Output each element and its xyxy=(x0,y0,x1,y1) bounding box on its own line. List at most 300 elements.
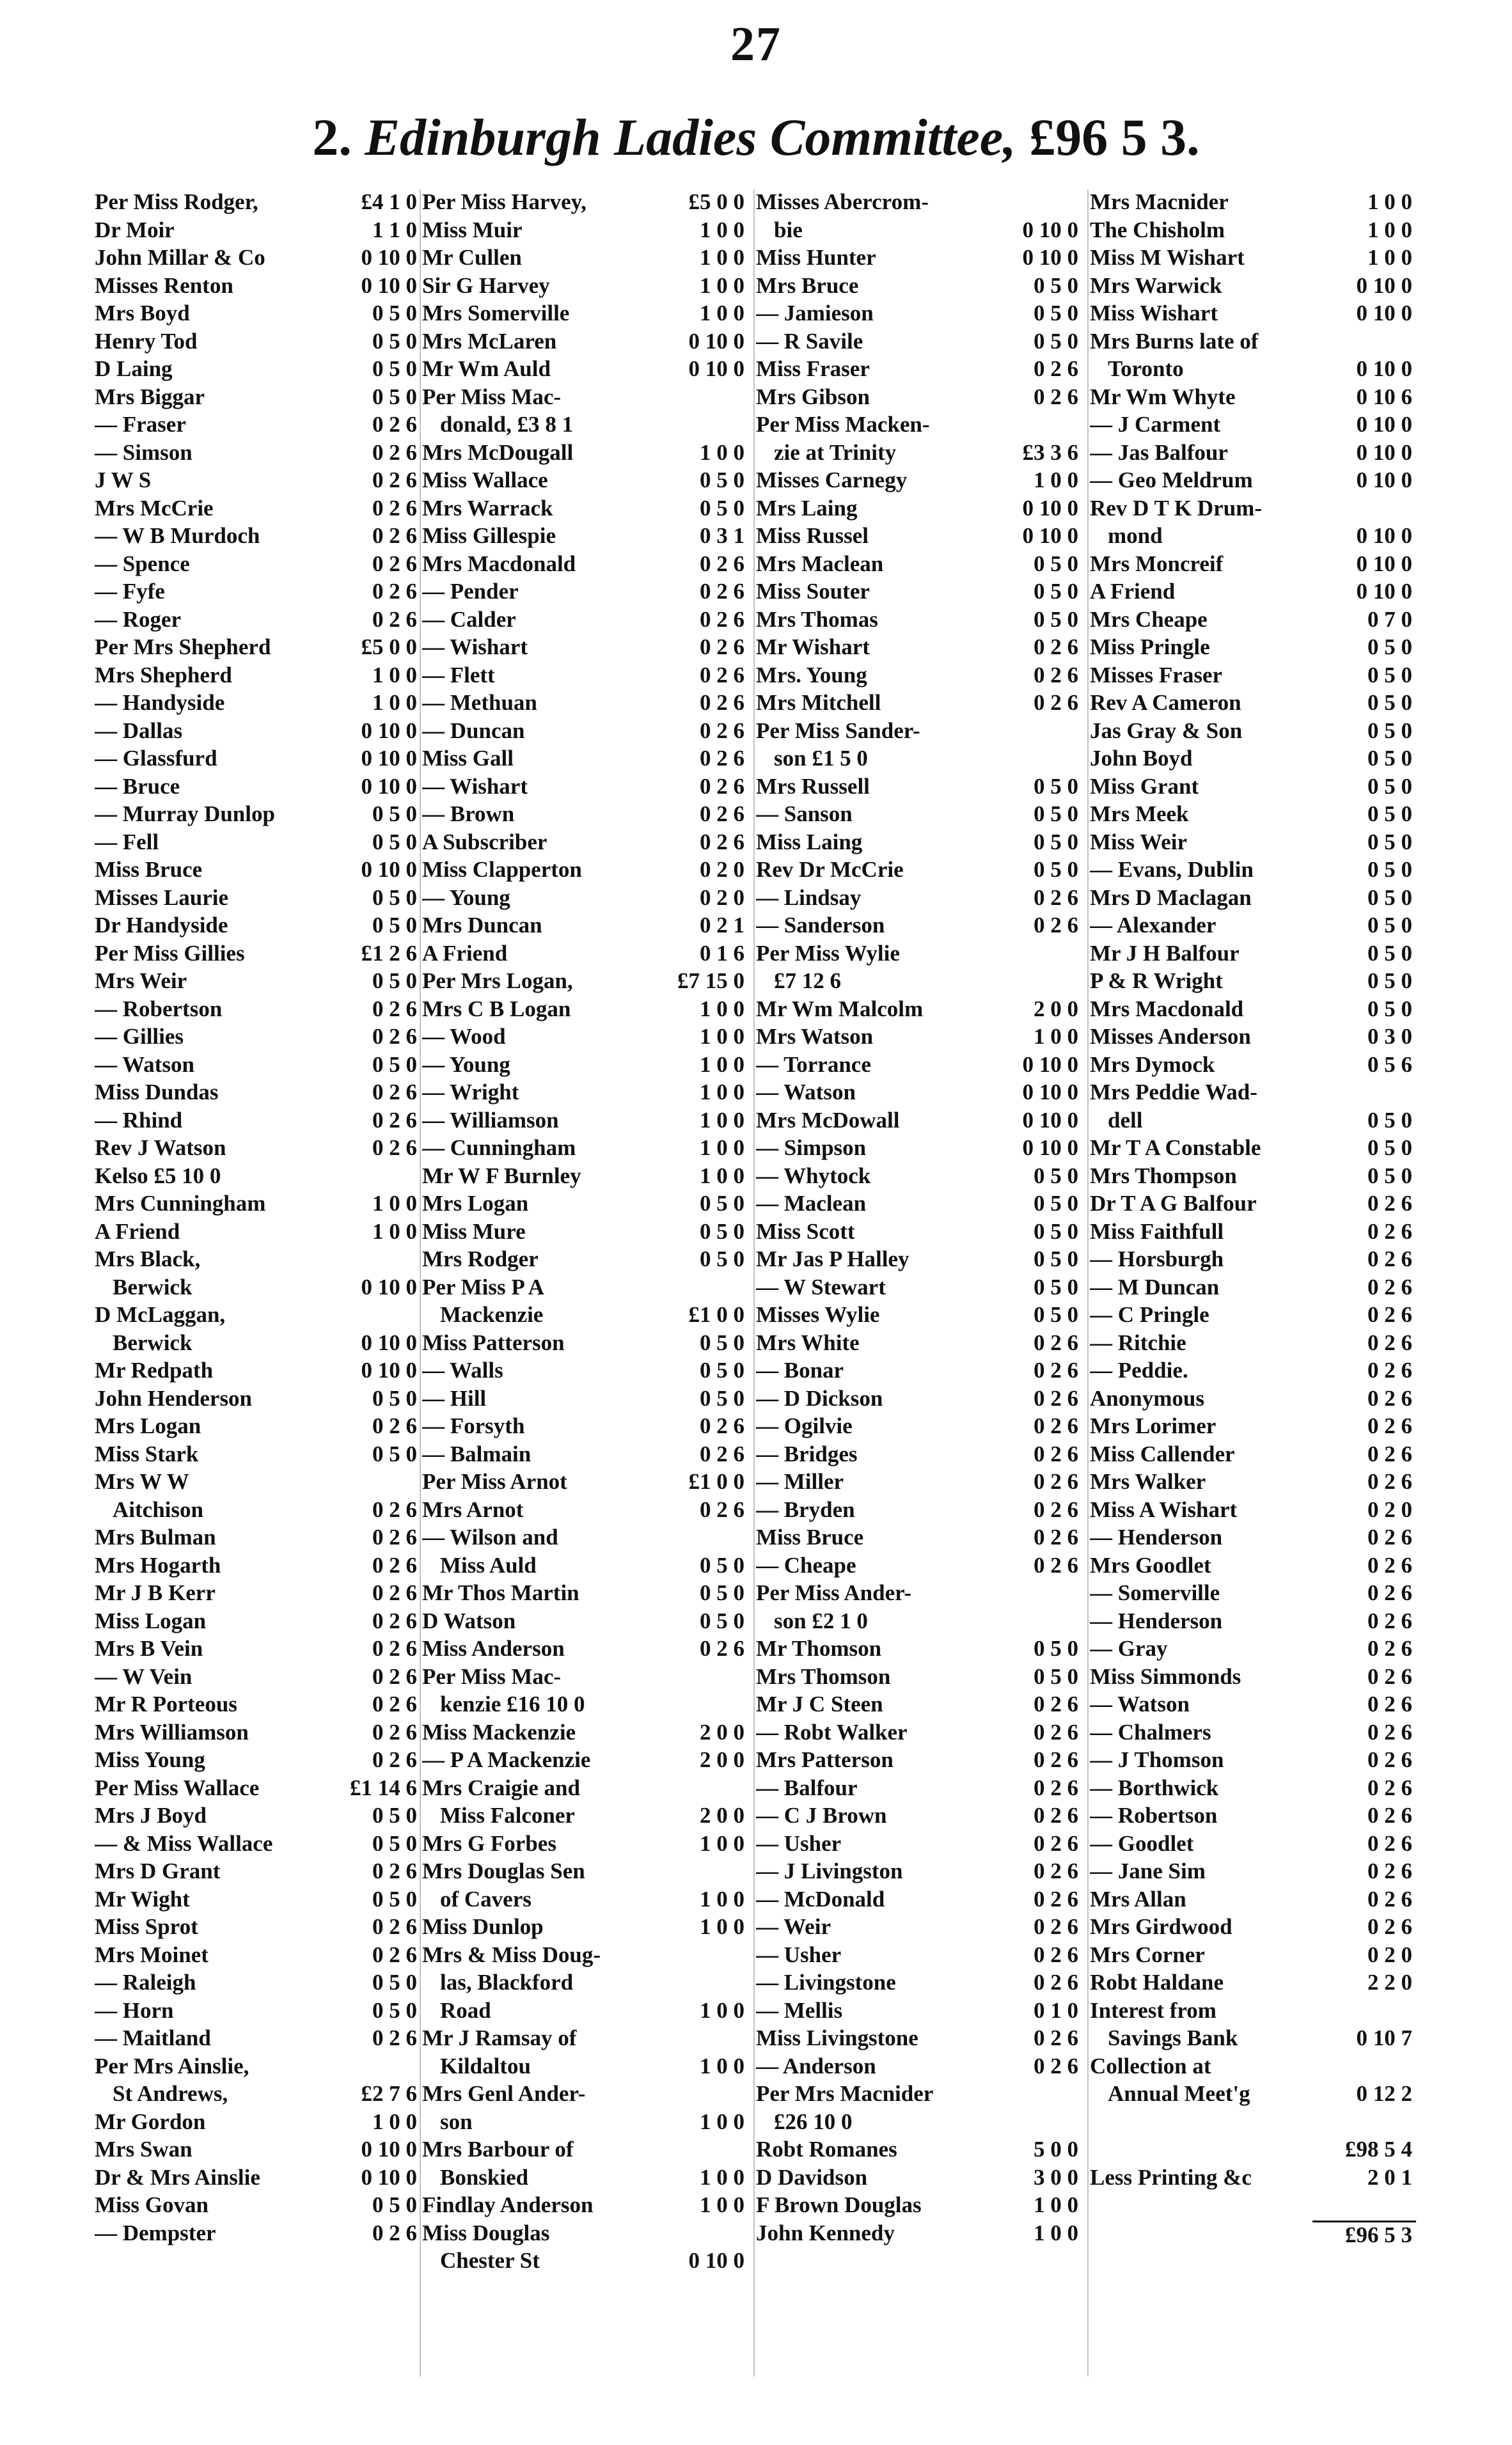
subscription-amount: 0 5 0 xyxy=(1034,1191,1078,1216)
subscription-amount: 0 2 6 xyxy=(700,606,744,632)
subscriber-name: Mrs Maclean xyxy=(756,551,884,576)
subscriber-row xyxy=(422,1108,748,1136)
subscription-amount: 0 10 0 xyxy=(361,1358,417,1383)
subscriber-name: Miss Auld xyxy=(440,1552,537,1578)
subscriber-row xyxy=(422,1275,748,1303)
subscriber-row xyxy=(95,217,421,246)
subscription-amount: 0 2 6 xyxy=(1034,1830,1078,1856)
subscriber-row xyxy=(422,496,748,524)
subscriber-row xyxy=(422,245,748,273)
subscription-amount: 1 0 0 xyxy=(700,1024,744,1049)
subscriber-name: — Balfour xyxy=(756,1775,858,1800)
subscription-amount: 1 0 0 xyxy=(700,1886,744,1912)
subscription-amount: 0 2 6 xyxy=(1367,1358,1412,1383)
subscriber-row xyxy=(422,1887,748,1915)
subscriber-name: Mrs Douglas Sen xyxy=(422,1859,585,1883)
subscriber-name: mond xyxy=(1108,523,1163,548)
subscription-amount: 0 2 0 xyxy=(700,857,744,882)
subscriber-row xyxy=(1090,189,1416,217)
subscription-amount: 0 2 6 xyxy=(1367,1246,1412,1271)
subscription-amount: 0 2 6 xyxy=(372,1914,417,1939)
subscriber-row xyxy=(1090,2137,1416,2165)
page-title xyxy=(0,107,1512,168)
subscriber-name: Miss Muir xyxy=(422,217,523,242)
subscription-amount: 0 2 6 xyxy=(1034,1970,1078,1995)
subscriber-row xyxy=(756,2165,1082,2193)
subscription-amount: £4 1 0 xyxy=(361,189,417,214)
subscriber-row xyxy=(1090,301,1416,329)
subscription-amount: 0 5 0 xyxy=(1367,829,1412,854)
subscription-amount: 0 5 0 xyxy=(1034,773,1078,799)
subscription-amount: 0 5 0 xyxy=(1367,690,1412,715)
subscriber-name: — Usher xyxy=(756,1942,842,1967)
subscriber-name: Per Miss Ander- xyxy=(756,1580,912,1605)
subscription-amount: 1 0 0 xyxy=(700,1163,744,1188)
subscriber-name: Miss Fraser xyxy=(756,356,870,381)
subscriber-row xyxy=(422,941,748,969)
subscription-amount: 0 5 0 xyxy=(372,1997,417,2023)
subscriber-row xyxy=(422,1859,748,1887)
subscriber-row xyxy=(422,718,748,746)
subscriber-row xyxy=(95,1859,421,1887)
subscriber-name: — Wishart xyxy=(422,634,528,659)
subscription-amount: 0 2 6 xyxy=(372,996,417,1021)
subscriber-row xyxy=(756,1580,1082,1608)
subscriber-row xyxy=(1090,245,1416,273)
subscriber-name: — Roger xyxy=(95,606,182,632)
subscriber-row xyxy=(756,1191,1082,1219)
subscriber-row xyxy=(1090,1386,1416,1414)
subscription-amount: 0 1 0 xyxy=(1034,1997,1078,2023)
subscription-amount: 0 2 6 xyxy=(372,1608,417,1633)
subscription-amount: 0 2 6 xyxy=(1367,1469,1412,1494)
subscription-amount: 0 2 6 xyxy=(372,1080,417,1105)
subscriber-row xyxy=(95,829,421,858)
subscriber-row xyxy=(756,885,1082,913)
subscription-amount: 0 2 6 xyxy=(1367,1218,1412,1244)
subscriber-name: — Handyside xyxy=(95,690,225,715)
subscriber-name: Mrs Cheape xyxy=(1090,606,1208,632)
subscriber-row xyxy=(95,1803,421,1831)
subscriber-row xyxy=(1090,2081,1416,2109)
subscriber-name: Mrs White xyxy=(756,1330,860,1355)
subscriber-row xyxy=(95,1191,421,1219)
subscription-amount: 0 2 6 xyxy=(372,1636,417,1661)
subscriber-name: A Subscriber xyxy=(422,829,547,854)
subscriber-name: — Mellis xyxy=(756,1997,843,2023)
subscriber-row xyxy=(95,1163,421,1191)
subscription-amount: 0 2 6 xyxy=(700,634,744,659)
subscriber-name: — Simpson xyxy=(756,1135,867,1160)
subscriber-name: dell xyxy=(1108,1107,1143,1133)
subscriber-name: — Whytock xyxy=(756,1163,871,1188)
subscription-amount: 1 0 0 xyxy=(700,217,744,242)
subscriber-row xyxy=(422,189,748,217)
subscriber-name: Mrs W W xyxy=(95,1469,189,1494)
subscriber-row xyxy=(1090,2054,1416,2082)
subscription-amount: 0 2 6 xyxy=(1034,662,1078,688)
subscriber-row xyxy=(1090,1302,1416,1330)
subscriber-row xyxy=(1090,1108,1416,1136)
subscriber-row xyxy=(422,2221,748,2249)
subscriber-row xyxy=(756,1135,1082,1163)
subscription-amount: 1 0 0 xyxy=(700,996,744,1021)
subscriber-name: — R Savile xyxy=(756,328,863,354)
subscriber-row xyxy=(95,273,421,301)
subscription-amount: 1 0 0 xyxy=(700,245,744,270)
subscriber-row xyxy=(95,1553,421,1581)
subscriber-name: — Pender xyxy=(422,579,519,604)
subscriber-row xyxy=(756,1163,1082,1191)
subscriber-name: Miss Mackenzie xyxy=(422,1719,576,1745)
subscriber-row xyxy=(1090,329,1416,357)
subscription-amount: 0 10 0 xyxy=(1022,217,1078,242)
subscription-amount: 0 2 6 xyxy=(1367,1663,1412,1689)
subscriber-name: Mrs Goodlet xyxy=(1090,1552,1211,1578)
subscriber-row xyxy=(422,1413,748,1442)
subscriber-row xyxy=(756,941,1082,969)
subscriber-name: — Dempster xyxy=(95,2220,216,2245)
subscription-amount: 0 10 0 xyxy=(361,718,417,743)
subscriber-name: Robt Haldane xyxy=(1090,1970,1224,1995)
subscriber-name: The Chisholm xyxy=(1090,217,1225,242)
subscription-amount: 1 0 0 xyxy=(700,2164,744,2190)
subscriber-row xyxy=(1090,440,1416,468)
subscription-amount: 0 2 6 xyxy=(1367,1413,1412,1438)
subscriber-name: — Balmain xyxy=(422,1441,532,1466)
subscription-amount: 0 5 0 xyxy=(1034,1302,1078,1327)
subscriber-name: Miss Anderson xyxy=(422,1636,565,1661)
subscriber-row xyxy=(1090,1080,1416,1108)
subscriber-name: Mrs McDowall xyxy=(756,1107,900,1133)
subscription-amount: 0 2 6 xyxy=(1034,1775,1078,1800)
subscriber-row xyxy=(756,1831,1082,1859)
subscriber-row xyxy=(756,1275,1082,1303)
subscription-amount: 0 5 0 xyxy=(1367,884,1412,910)
subscriber-row xyxy=(422,1970,748,1998)
subscriber-row xyxy=(756,1469,1082,1497)
subscriber-row xyxy=(95,1525,421,1553)
subscriber-row xyxy=(422,1246,748,1275)
subscriber-row xyxy=(1090,1442,1416,1470)
subscription-amount: 0 10 0 xyxy=(361,773,417,799)
subscriber-row xyxy=(756,496,1082,524)
subscriber-name: — Spence xyxy=(95,551,190,576)
subscriber-row xyxy=(1090,690,1416,718)
subscription-amount: 0 2 6 xyxy=(1034,634,1078,659)
subscriber-name: Miss Dundas xyxy=(95,1080,219,1105)
subscriber-name: Mrs D Maclagan xyxy=(1090,884,1252,910)
subscriber-name: son £2 1 0 xyxy=(774,1608,868,1633)
subscriber-name: P & R Wright xyxy=(1090,968,1223,993)
subscriber-name: — Henderson xyxy=(1090,1525,1223,1550)
subscription-amount: 0 5 0 xyxy=(1367,1107,1412,1133)
subscription-amount: 0 2 6 xyxy=(1034,1886,1078,1912)
subscriber-name: Mrs Logan xyxy=(422,1191,529,1216)
subscriber-row xyxy=(95,1080,421,1108)
subscription-amount: 0 2 6 xyxy=(1367,1803,1412,1828)
subscriber-name: Mrs Thomson xyxy=(756,1663,891,1689)
subscriber-name: John Millar & Co xyxy=(95,245,265,270)
subscription-amount: 0 10 0 xyxy=(361,1330,417,1355)
subscriber-name: — Chalmers xyxy=(1090,1719,1211,1745)
subscription-amount: 0 2 6 xyxy=(372,1747,417,1772)
subscriber-name: Miss Govan xyxy=(95,2192,209,2217)
subscription-amount: 2 0 0 xyxy=(1034,996,1078,1021)
subscriber-row xyxy=(756,663,1082,691)
subscription-amount: 0 7 0 xyxy=(1367,606,1412,632)
subscriber-row xyxy=(756,1358,1082,1386)
subscription-amount: 0 5 0 xyxy=(372,801,417,826)
subscriber-name: Rev J Watson xyxy=(95,1135,226,1160)
subscriber-name: Miss Patterson xyxy=(422,1330,565,1355)
subscriber-name: Miss Wishart xyxy=(1090,301,1218,326)
subscriber-row xyxy=(95,968,421,996)
subscriber-name: Mrs Bulman xyxy=(95,1525,216,1550)
subscription-amount: 0 2 6 xyxy=(1367,1636,1412,1661)
subscriber-row xyxy=(756,1970,1082,1998)
subscriber-row xyxy=(422,1580,748,1608)
subscriber-name: Mr Wm Auld xyxy=(422,356,551,381)
subscriber-row xyxy=(1090,1358,1416,1386)
subscriber-name: Mrs Shepherd xyxy=(95,662,232,688)
subscription-amount: 0 5 0 xyxy=(1367,634,1412,659)
subscriber-row xyxy=(1090,996,1416,1025)
subscriber-row xyxy=(756,1887,1082,1915)
subscriber-row xyxy=(95,579,421,607)
subscriber-name: Aitchison xyxy=(113,1497,203,1522)
subscription-amount: £3 3 6 xyxy=(1022,439,1078,465)
subscriber-name: — Wishart xyxy=(422,773,528,799)
subscriber-name: Mrs Warwick xyxy=(1090,272,1222,298)
column-4 xyxy=(1090,189,1416,2248)
subscription-amount: 0 2 6 xyxy=(372,2220,417,2245)
subscriber-row xyxy=(756,1914,1082,1942)
subscriber-name: Mrs Moinet xyxy=(95,1942,209,1967)
subscriber-row xyxy=(422,801,748,829)
subscriber-row xyxy=(756,273,1082,301)
subscriber-name: Miss Hunter xyxy=(756,245,876,270)
subscriber-name: — Fraser xyxy=(95,412,186,437)
subscriber-name: — P A Mackenzie xyxy=(422,1747,591,1772)
subscription-amount: 1 0 0 xyxy=(700,1997,744,2023)
subscriber-row xyxy=(1090,1553,1416,1581)
subscriber-row xyxy=(422,1024,748,1052)
subscriber-row xyxy=(95,1914,421,1942)
subscriber-row xyxy=(95,690,421,718)
subscriber-name: Miss Pringle xyxy=(1090,634,1210,659)
subscriber-name: Miss Souter xyxy=(756,579,870,604)
subscriber-name: Dr Moir xyxy=(95,217,175,242)
subscription-amount: 0 2 6 xyxy=(1034,1747,1078,1772)
subscription-amount: 1 1 0 xyxy=(372,217,417,242)
subscriber-name: Mr T A Constable xyxy=(1090,1135,1261,1160)
subscriber-row xyxy=(756,2137,1082,2165)
subscriber-name: — Livingstone xyxy=(756,1970,896,1995)
subscriber-row xyxy=(95,1442,421,1470)
subscriber-name: Rev A Cameron xyxy=(1090,690,1241,715)
subscriber-row xyxy=(422,1553,748,1581)
subscriber-name: Mr Thos Martin xyxy=(422,1580,579,1605)
subscription-amount: 0 10 0 xyxy=(361,746,417,771)
subscription-amount: 1 0 0 xyxy=(700,1914,744,1939)
subscriber-row xyxy=(95,1219,421,1247)
subscriber-row xyxy=(422,2025,748,2054)
subscriber-row xyxy=(95,1747,421,1775)
subscriber-row xyxy=(756,607,1082,635)
subscriber-name: Bonskied xyxy=(440,2164,529,2190)
subscription-amount: 1 0 0 xyxy=(1034,1024,1078,1049)
subscription-amount: 3 0 0 xyxy=(1034,2164,1078,2190)
subscription-amount: 0 10 0 xyxy=(1356,439,1412,465)
subscription-amount: £2 7 6 xyxy=(361,2081,417,2106)
subscription-amount: 0 2 1 xyxy=(700,913,744,938)
subscriber-name: Mrs Burns late of xyxy=(1090,328,1259,354)
subscription-amount: 0 2 6 xyxy=(1034,1803,1078,1828)
subscriber-row xyxy=(422,468,748,496)
subscriber-row xyxy=(422,1803,748,1831)
subscription-amount: 0 2 6 xyxy=(372,1525,417,1550)
subscriber-name: Mrs McCrie xyxy=(95,495,214,521)
subscription-amount: 1 0 0 xyxy=(1034,468,1078,492)
subscriber-name: Collection at xyxy=(1090,2053,1211,2079)
subscriber-row xyxy=(756,217,1082,246)
subscriber-name: Mrs Rodger xyxy=(422,1246,539,1271)
subscription-columns xyxy=(95,189,1419,2377)
subscriber-name: Mrs Macdonald xyxy=(1090,996,1244,1021)
subscriber-name: — Robt Walker xyxy=(756,1719,908,1745)
subscription-amount: 0 2 6 xyxy=(1367,1747,1412,1772)
subscription-amount: 0 2 0 xyxy=(1367,1942,1412,1967)
subscriber-row xyxy=(1090,1747,1416,1775)
subscription-amount: 0 10 0 xyxy=(1022,1107,1078,1133)
subscriber-row xyxy=(95,663,421,691)
subscription-amount: 0 5 0 xyxy=(1367,996,1412,1021)
subscriber-name: — Jane Sim xyxy=(1090,1859,1206,1883)
subscriber-name: — Hill xyxy=(422,1385,487,1411)
subscriber-row xyxy=(422,690,748,718)
subscriber-name: son £1 5 0 xyxy=(774,746,868,771)
subscriber-row xyxy=(1090,1831,1416,1859)
subscriber-name: Mrs B Vein xyxy=(95,1636,203,1661)
subscriber-row xyxy=(756,1692,1082,1720)
subscription-amount: 0 2 6 xyxy=(1367,1552,1412,1578)
subscription-amount: 0 5 0 xyxy=(700,495,744,521)
subscriber-name: Miss Gall xyxy=(422,746,514,771)
subscriber-name: Misses Anderson xyxy=(1090,1024,1251,1049)
subscriber-name: — Ritchie xyxy=(1090,1330,1186,1355)
subscriber-row xyxy=(756,1998,1082,2026)
subscription-amount: 0 10 0 xyxy=(361,857,417,882)
subscriber-name: — J Livingston xyxy=(756,1859,903,1883)
subscription-amount: 1 0 0 xyxy=(700,2053,744,2079)
subscriber-name: zie at Trinity xyxy=(774,439,897,465)
subscriber-name: Per Miss Macken- xyxy=(756,412,930,437)
subscription-amount: 0 3 1 xyxy=(700,523,744,548)
subscriber-name: Mackenzie xyxy=(440,1302,544,1327)
subscriber-row xyxy=(422,1608,748,1637)
subscription-amount: 0 10 0 xyxy=(361,245,417,270)
subscriber-row xyxy=(1090,1580,1416,1608)
subscriber-row xyxy=(422,1942,748,1970)
subscriber-row xyxy=(95,468,421,496)
subscriber-row xyxy=(1090,829,1416,858)
subscription-amount: 0 2 6 xyxy=(700,551,744,576)
subscriber-name: Miss Clapperton xyxy=(422,857,582,882)
subscriber-row xyxy=(422,885,748,913)
subscription-amount: 0 2 6 xyxy=(700,690,744,715)
subscriber-name: Kelso £5 10 0 xyxy=(95,1163,221,1188)
subscriber-row xyxy=(95,1469,421,1497)
subscriber-row xyxy=(422,2165,748,2193)
subscriber-row xyxy=(756,634,1082,663)
subscriber-row xyxy=(1090,1692,1416,1720)
subscription-amount: 0 2 6 xyxy=(1367,1525,1412,1550)
subscription-amount: 1 0 0 xyxy=(372,1218,417,1244)
subscriber-name: — Young xyxy=(422,1051,510,1077)
subscription-amount: 0 2 6 xyxy=(1034,1497,1078,1522)
subscription-amount: 0 2 0 xyxy=(700,884,744,910)
subscription-amount: 0 5 0 xyxy=(1367,718,1412,743)
subscriber-row xyxy=(95,1831,421,1859)
subscriber-name: Miss Falconer xyxy=(440,1803,575,1828)
subscriber-row xyxy=(422,301,748,329)
subscriber-name: John Henderson xyxy=(95,1385,253,1411)
subscriber-name: — J Carment xyxy=(1090,412,1221,437)
subscriber-name: — Jamieson xyxy=(756,301,874,326)
subscriber-row xyxy=(95,1135,421,1163)
subscription-amount: 1 0 0 xyxy=(1034,2220,1078,2245)
subscriber-row xyxy=(422,1525,748,1553)
subscriber-name: Mrs Lorimer xyxy=(1090,1413,1217,1438)
subscriber-row xyxy=(756,1052,1082,1080)
subscriber-row xyxy=(422,1998,748,2026)
subscription-amount: 0 2 6 xyxy=(1367,1580,1412,1605)
subscription-amount: 0 10 0 xyxy=(1356,523,1412,548)
subscriber-row xyxy=(95,1942,421,1970)
subscriber-name: — Fyfe xyxy=(95,579,165,604)
subscriber-name: Rev D T K Drum- xyxy=(1090,495,1262,521)
subscriber-row xyxy=(1090,1998,1416,2026)
subscriber-row xyxy=(1090,885,1416,913)
subscriber-name: Per Miss P A xyxy=(422,1274,544,1300)
subscriber-name: — Brown xyxy=(422,801,515,826)
subscriber-name: of Cavers xyxy=(440,1886,532,1912)
subscription-amount: 0 10 0 xyxy=(361,2137,417,2162)
subscriber-row xyxy=(1090,1163,1416,1191)
subscriber-row xyxy=(1090,857,1416,885)
subscriber-name: — Anderson xyxy=(756,2053,876,2079)
subscriber-row xyxy=(422,1664,748,1692)
subscriber-name: — Maitland xyxy=(95,2025,211,2050)
subscriber-row xyxy=(95,1608,421,1637)
subscriber-row xyxy=(756,412,1082,440)
subscriber-row xyxy=(1090,1024,1416,1052)
subscriber-row xyxy=(1090,718,1416,746)
subscription-amount: 1 0 0 xyxy=(372,1191,417,1216)
subscriber-name: — Evans, Dublin xyxy=(1090,857,1254,882)
subscriber-row xyxy=(756,1413,1082,1442)
subscription-amount: 1 0 0 xyxy=(700,1080,744,1105)
subscriber-name: Per Miss Gillies xyxy=(95,940,245,966)
subscription-amount: 0 5 0 xyxy=(1034,1218,1078,1244)
subscriber-name: Mrs Duncan xyxy=(422,913,542,938)
subscriber-name: Miss Douglas xyxy=(422,2220,550,2245)
subscriber-name: Mrs Hogarth xyxy=(95,1552,221,1578)
subscription-amount: 0 5 0 xyxy=(1367,913,1412,938)
subscriber-row xyxy=(1090,1859,1416,1887)
subscriber-name: — Gray xyxy=(1090,1636,1168,1661)
